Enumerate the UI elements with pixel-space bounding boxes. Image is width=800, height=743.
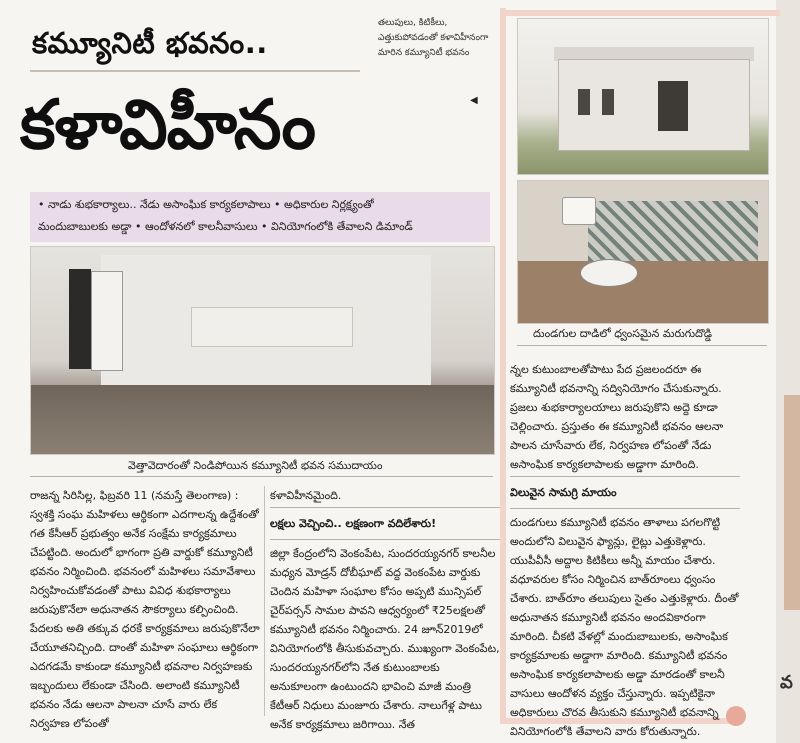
column-2-subhead: లక్షలు వెచ్చించి.. లక్షణంగా వదిలేశారు! [270,517,437,530]
decorative-frame-top [500,10,780,16]
hall-floor [31,385,494,455]
toilet-floor [518,261,768,323]
article-column-2 [270,486,500,734]
kicker-rule [30,70,360,72]
subhead-rule [510,476,740,477]
adjacent-page-image-strip [784,395,800,610]
hall-photo-caption: వెత్తావెదారంతో నిండిపోయిన కమ్యూనిటీ భవన సముదాయం [128,459,383,472]
caption-rule [517,345,767,346]
banner-line-2: మందుబాబులకు అడ్డా • ఆందోళనలో కాలనీవాసులు • వినియోగంలోకి తేవాలని డిమాండ్ [38,220,413,233]
banner-line-1: • నాడు శుభకార్యాలు.. నేడు అసాంఘిక కార్యకలాపాలు • అధికారుల నిర్లక్ష్యంతో [38,198,374,211]
subhead-rule [270,507,500,508]
column-3-text-1: న్నల కుటుంబాలతోపాటు పేద ప్రజలందరూ ఈ కమ్యూనిటీ భవనాన్ని సద్వినియోగం చేసుకున్నారు. ప్రజలు శుభకార్యాలయాలు జరుపుకొని అద్దె కూడా చెల్లించారు. ప్రస్తుతం ఈ కమ్యూనిటీ భవనం ఆలనా పాలన చూసేవారు లేక, నిర్వహణ లోపంతో నేడు అసాంఘిక కార్యకలాపాలకు అడ్డాగా మారింది. [510,363,724,471]
column-2-text: జిల్లా కేంద్రంలోని వెంకంపేట, సుందరయ్యనగర్ కాలనీల మధ్యన మోడ్రన్ దోబీఘాట్ వద్ద వెంకంపేట వార్డుకు చెందిన మహిళా సంఘాల కోసం అప్పటి మున్సిపల్ చైర్‌పర్సన్ సామల పావని ఆధ్వర్యంలో ₹25లక్షలతో కమ్యూనిటీ భవనం నిర్మించారు. 24 జూన్2019లో వినియోగంలోకి తీసుకువచ్చారు. ముఖ్యంగా వెంకంపేట, సుందరయ్యనగర్‌లోని నేత కుటుంబాలకు అనుకూలంగా ఉంటుందని భావించి మాజీ మంత్రి కేటీఆర్ నిధులు మంజూరు చేశారు. నాలుగేళ్ల పాటు అనేక కార్యక్రమాలు జరిగాయి. నేత [270,547,500,731]
main-headline: కళావిహీనం [20,86,315,165]
hall-photo [30,246,495,455]
subhead-rule [510,508,740,509]
building-photo [517,18,769,175]
hall-door [69,269,91,369]
decorative-frame-vertical [500,8,506,723]
subhead-rule [270,539,500,540]
column-1-text: రాజన్న సిరిసిల్ల, ఫిబ్రవరి 11 (నమస్తే తెలంగాణ) : స్వశక్తి సంఘ మహిళలు ఆర్థికంగా ఎదగాలన్న ఉద్దేశంతో గత కేసీఆర్ ప్రభుత్వం అనేక సంక్షేమ కార్యక్రమాలు చేపట్టింది. అందులో భాగంగా ప్రతి వార్డుకో కమ్యూనిటీ భవనం నిర్మించింది. భవనంలో మహిళలు సమావేశాలు నిర్వహించుకోవడంతో పాటు వివిధ శుభకార్యాలు జరుపుకొనేలా అధునాతన సౌకర్యాలు కల్పించింది. పేదలకు అతి తక్కువ ధరకే కార్యక్రమాలు జరుపుకొనేలా చేయూతనిచ్చింది. దాంతో మహిళా సంఘాలు ఆర్థికంగా ఎదగడమే కాకుండా కమ్యూనిటీ భవనాల నిర్వహణకు ఇబ్బందులు లేకుండా చేసింది. అలాంటి కమ్యూనిటీ భవనం నేడు ఆలనా పాలనా చూసే వారు లేక నిర్వహణ లోపంతో [30,489,260,730]
toilet-tank [562,197,596,225]
column-2-lead: కళావిహీనమైంది. [270,489,342,502]
hall-stage [191,307,353,347]
arrow-icon: ◀ [470,95,478,106]
article-column-1 [30,486,260,733]
toilet-pan [580,259,638,287]
toilet-photo [517,180,769,324]
toilet-photo-caption: దుండగుల దాడిలో ధ్వంసమైన మరుగుదొడ్డి [533,327,713,340]
adjacent-page-edge [776,0,800,743]
highlights-banner [30,192,490,242]
column-3-subhead: విలువైన సామగ్రి మాయం [510,486,617,499]
article-column-3 [510,360,740,741]
building-window [578,89,590,115]
toilet-tiles [588,201,758,261]
hall-door-panel [91,271,123,371]
adjacent-page-snippet: వ [780,672,793,693]
column-3-text-2: దుండగులు కమ్యూనిటీ భవనం తాళాలు పగలగొట్టి అందులోని విలువైన ఫ్యాన్లు, లైట్లు ఎత్తుకెళ్లారు. యుపీవీసీ అద్దాల కిటికీలు అన్నీ మాయం చేశారు. వధూవరుల కోసం నిర్మించిన బాత్‌రూంలు ధ్వంసం చేశారు. బాత్‌రూం తలుపులు సైతం ఎత్తుకెళ్లారు. దీంతో అధునాతన కమ్యూనిటీ భవనం అందవికారంగా మారింది. చీకటి వేళల్లో మందుబాబులకు, అసాంఘిక కార్యక్రమాలకు అడ్డాగా మారింది. కమ్యూనిటీ భవనం అసాంఘిక కార్యకలాపాలకు అడ్డా మారడంతో కాలనీ వాసులు ఆందోళన వ్యక్తం చేస్తున్నారు. ఇప్పటికైనా అధికారులు చొరవ తీసుకుని కమ్యూనిటీ భవనాన్ని వినియోగంలోకి తేవాలని వారు కోరుతున్నారు. [510,516,739,738]
caption-rule [30,476,493,477]
headline-sidenote: తలుపులు, కిటికీలు, ఎత్తుకుపోవడంతో కళావిహీనంగా మారిన కమ్యూనిటీ భవనం [378,18,489,58]
building-door [658,81,688,131]
kicker-headline: కమ్యూనిటీ భవనం.. [32,26,268,60]
building-window [602,89,614,115]
column-rule [264,486,265,716]
